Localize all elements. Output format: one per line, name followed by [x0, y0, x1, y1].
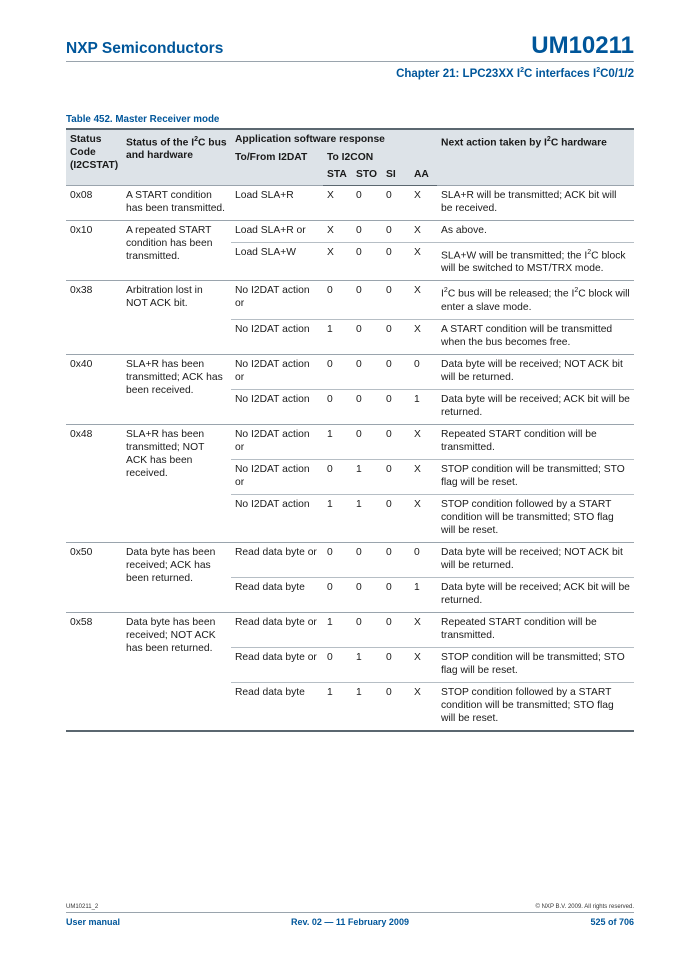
si-cell: 0	[382, 424, 410, 459]
aa-cell: 1	[410, 577, 437, 612]
status-desc-cell: Arbitration lost in NOT ACK bit.	[122, 281, 231, 354]
sta-cell: 0	[323, 647, 352, 682]
sto-cell: 0	[352, 612, 382, 647]
aa-cell: X	[410, 319, 437, 354]
sto-cell: 0	[352, 243, 382, 281]
action-cell: Load SLA+R or	[231, 221, 323, 243]
footer-doc-ref: UM10211_2	[66, 904, 99, 910]
sto-cell: 1	[352, 459, 382, 494]
aa-cell: X	[410, 243, 437, 281]
sto-cell: 1	[352, 647, 382, 682]
si-cell: 0	[382, 319, 410, 354]
sta-cell: 0	[323, 389, 352, 424]
sto-cell: 1	[352, 682, 382, 731]
next-action-cell: Data byte will be received; ACK bit will be returned.	[437, 577, 634, 612]
next-action-cell: STOP condition will be transmitted; STO flag will be reset.	[437, 647, 634, 682]
status-code-cell: 0x10	[66, 221, 122, 281]
sto-cell: 0	[352, 186, 382, 221]
sta-cell: 1	[323, 494, 352, 542]
table-row	[66, 424, 634, 459]
status-desc-cell: A START condition has been transmitted.	[122, 186, 231, 221]
aa-cell: X	[410, 612, 437, 647]
header-next-action: Next action taken by $I^2C$ hardware	[437, 129, 634, 186]
action-cell: Read data byte	[231, 682, 323, 731]
aa-cell: 1	[410, 389, 437, 424]
sto-cell: 0	[352, 542, 382, 577]
status-desc-cell: A repeated START condition has been transmitted.	[122, 221, 231, 281]
next-action-cell: STOP condition will be transmitted; STO flag will be reset.	[437, 459, 634, 494]
si-cell: 0	[382, 221, 410, 243]
footer-page-number: 525 of 706	[590, 917, 634, 927]
sto-cell: 0	[352, 577, 382, 612]
si-cell: 0	[382, 647, 410, 682]
sto-cell: 1	[352, 494, 382, 542]
action-cell: Read data byte or	[231, 647, 323, 682]
action-cell: No I2DAT action	[231, 319, 323, 354]
sta-cell: X	[323, 221, 352, 243]
si-cell: 0	[382, 494, 410, 542]
footer-doc-type: User manual	[66, 917, 121, 927]
sto-cell: 0	[352, 389, 382, 424]
sto-cell: 0	[352, 221, 382, 243]
status-code-cell: 0x48	[66, 424, 122, 542]
aa-cell: X	[410, 494, 437, 542]
next-action-cell: Repeated START condition will be transmitted.	[437, 424, 634, 459]
next-action-cell: Data byte will be received; NOT ACK bit will be returned.	[437, 354, 634, 389]
status-desc-cell: Data byte has been received; ACK has been returned.	[122, 542, 231, 612]
si-cell: 0	[382, 389, 410, 424]
action-cell: No I2DAT action or	[231, 459, 323, 494]
table-row	[66, 221, 634, 243]
table-row	[66, 542, 634, 577]
aa-cell: X	[410, 459, 437, 494]
company-name: NXP Semiconductors	[66, 40, 224, 57]
action-cell: Read data byte or	[231, 542, 323, 577]
header-sta: STA	[323, 166, 352, 186]
sto-cell: 0	[352, 281, 382, 319]
aa-cell: X	[410, 682, 437, 731]
next-action-cell: A START condition will be transmitted when the bus becomes free.	[437, 319, 634, 354]
aa-cell: X	[410, 647, 437, 682]
sta-cell: 0	[323, 459, 352, 494]
aa-cell: 0	[410, 354, 437, 389]
footer-copyright: © NXP B.V. 2009. All rights reserved.	[535, 904, 634, 910]
next-action-cell: SLA+R will be transmitted; ACK bit will be received.	[437, 186, 634, 221]
action-cell: Read data byte	[231, 577, 323, 612]
action-cell: No I2DAT action or	[231, 424, 323, 459]
header-to-i2con: To I2CON	[323, 148, 437, 166]
action-cell: No I2DAT action	[231, 494, 323, 542]
status-desc-cell: Data byte has been received; NOT ACK has been returned.	[122, 612, 231, 731]
header-aa: AA	[410, 166, 437, 186]
next-action-cell: Repeated START condition will be transmitted.	[437, 612, 634, 647]
header-app-response: Application software response	[231, 129, 437, 148]
next-action-cell: STOP condition followed by a START condition will be transmitted; STO flag will be reset.	[437, 682, 634, 731]
si-cell: 0	[382, 186, 410, 221]
si-cell: 0	[382, 682, 410, 731]
table-caption: Table 452. Master Receiver mode	[66, 114, 220, 125]
table-row	[66, 354, 634, 389]
action-cell: Load SLA+R	[231, 186, 323, 221]
sto-cell: 0	[352, 424, 382, 459]
sta-cell: X	[323, 186, 352, 221]
sta-cell: 0	[323, 577, 352, 612]
header-si: SI	[382, 166, 410, 186]
aa-cell: X	[410, 281, 437, 319]
action-cell: No I2DAT action or	[231, 354, 323, 389]
next-action-cell: $I^2C$ bus will be released; the $I^2C$ block will enter a slave mode.	[437, 281, 634, 319]
si-cell: 0	[382, 243, 410, 281]
status-code-cell: 0x50	[66, 542, 122, 612]
table-row	[66, 281, 634, 319]
header-status-bus: Status of the $I^2C$ bus and hardware	[122, 129, 231, 186]
next-action-cell: Data byte will be received; ACK bit will be returned.	[437, 389, 634, 424]
sta-cell: 0	[323, 542, 352, 577]
footer-divider	[66, 912, 634, 913]
aa-cell: X	[410, 186, 437, 221]
status-code-cell: 0x40	[66, 354, 122, 424]
sta-cell: 1	[323, 319, 352, 354]
action-cell: No I2DAT action or	[231, 281, 323, 319]
si-cell: 0	[382, 612, 410, 647]
aa-cell: 0	[410, 542, 437, 577]
sta-cell: 1	[323, 682, 352, 731]
sta-cell: X	[323, 243, 352, 281]
status-code-cell: 0x08	[66, 186, 122, 221]
table-row	[66, 612, 634, 647]
footer-revision: Rev. 02 — 11 February 2009	[291, 917, 409, 927]
next-action-cell: Data byte will be received; NOT ACK bit will be returned.	[437, 542, 634, 577]
action-cell: No I2DAT action	[231, 389, 323, 424]
sto-cell: 0	[352, 354, 382, 389]
next-action-cell: SLA+W will be transmitted; the $I^2C$ block will be switched to MST/TRX mode.	[437, 243, 634, 281]
sta-cell: 0	[323, 354, 352, 389]
chapter-title: Chapter 21: LPC23XX $I^2C$ interfaces $I^2C0/1/2$	[396, 67, 634, 80]
aa-cell: X	[410, 424, 437, 459]
status-desc-cell: SLA+R has been transmitted; NOT ACK has been received.	[122, 424, 231, 542]
header-divider	[66, 61, 634, 62]
si-cell: 0	[382, 281, 410, 319]
master-receiver-table	[66, 128, 634, 732]
table-row	[66, 186, 634, 221]
sta-cell: 1	[323, 612, 352, 647]
si-cell: 0	[382, 577, 410, 612]
header-status-code: Status Code (I2CSTAT)	[66, 129, 122, 186]
si-cell: 0	[382, 459, 410, 494]
sta-cell: 0	[323, 281, 352, 319]
sta-cell: 1	[323, 424, 352, 459]
aa-cell: X	[410, 221, 437, 243]
next-action-cell: STOP condition followed by a START condition will be transmitted; STO flag will be reset.	[437, 494, 634, 542]
action-cell: Read data byte or	[231, 612, 323, 647]
action-cell: Load SLA+W	[231, 243, 323, 281]
next-action-cell: As above.	[437, 221, 634, 243]
sto-cell: 0	[352, 319, 382, 354]
header-sto: STO	[352, 166, 382, 186]
si-cell: 0	[382, 354, 410, 389]
status-code-cell: 0x38	[66, 281, 122, 354]
status-desc-cell: SLA+R has been transmitted; ACK has been received.	[122, 354, 231, 424]
status-code-cell: 0x58	[66, 612, 122, 731]
si-cell: 0	[382, 542, 410, 577]
document-id: UM10211	[531, 32, 634, 59]
header-to-from-i2dat: To/From I2DAT	[231, 148, 323, 186]
